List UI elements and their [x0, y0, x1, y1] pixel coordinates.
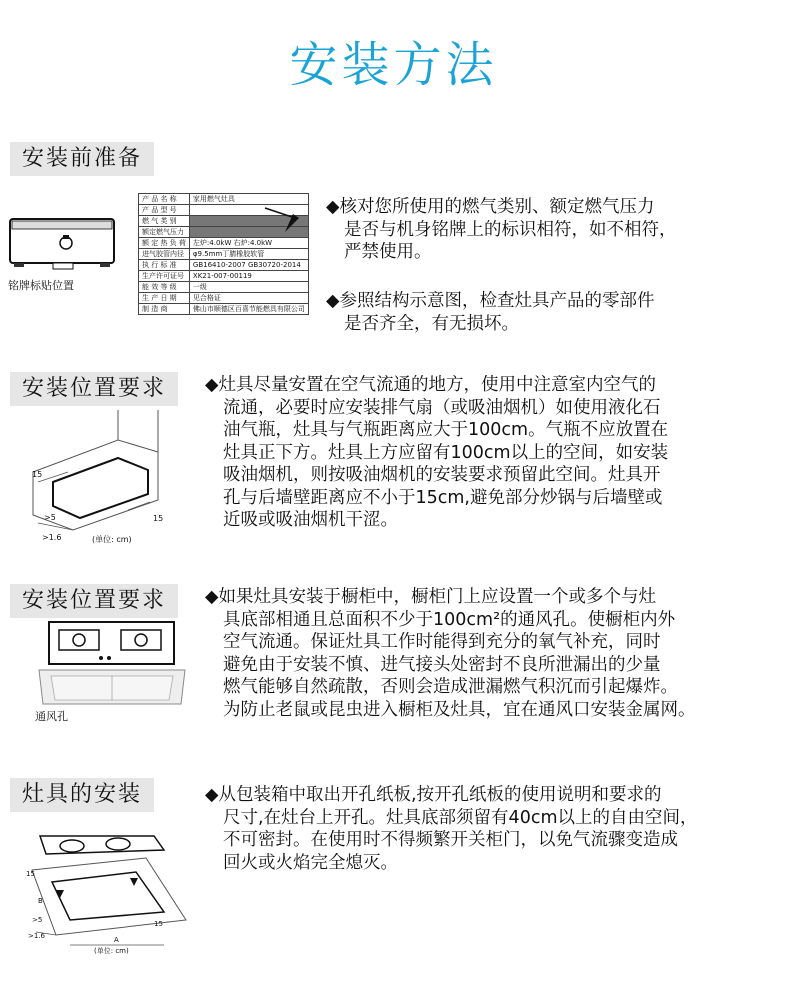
- spec-label: 执 行 标 准: [139, 260, 190, 271]
- text-line: 避免由于安装不慎、进气接头处密封不良所泄漏出的少量: [223, 654, 661, 675]
- spec-value: 见合格证: [189, 293, 308, 304]
- spec-label: 燃 气 类 别: [139, 216, 190, 227]
- text-line: 为防止老鼠或昆虫进入橱柜及灶具，宜在通风口安装金属网。: [223, 699, 696, 720]
- text-line: 尺寸,在灶台上开孔。灶具底部须留有40cm以上的自由空间，: [223, 807, 698, 828]
- location-text: [205, 374, 668, 532]
- preparation-text-2: [326, 290, 654, 335]
- spec-label: 产 品 名 称: [139, 194, 190, 205]
- preparation-text-1: [326, 196, 677, 264]
- spec-value: φ9.5mm丁腈橡胶软管: [189, 249, 308, 260]
- stove-front-figure: [8, 215, 118, 295]
- cutout-diagram: [26, 820, 196, 960]
- spec-row: [139, 249, 309, 260]
- spec-label: 制 造 商: [139, 304, 190, 315]
- dim-label: 15: [32, 470, 43, 479]
- text-line: ◆参照结构示意图，检查灶具产品的零部件: [326, 291, 655, 311]
- dim-label: 15: [153, 514, 164, 523]
- spec-row: [139, 304, 309, 315]
- dim-label: >1.6: [42, 533, 62, 542]
- cabinet-diagram: [35, 620, 195, 725]
- unit-label: (单位: cm): [92, 535, 132, 544]
- cabinet-text: [205, 586, 696, 721]
- spec-label: 生 产 日 期: [139, 293, 190, 304]
- location-diagram: [28, 410, 198, 545]
- text-line: 回火或火焰完全熄灭。: [223, 852, 398, 873]
- text-line: 具底部相通且总面积不少于100cm²的通风孔。使橱柜内外: [223, 609, 676, 630]
- spec-label: 能 效 等 级: [139, 282, 190, 293]
- text-line: 流通，必要时应安装排气扇（或吸油烟机）如使用液化石: [223, 397, 661, 418]
- spec-label: 额定燃气压力: [139, 227, 190, 238]
- spec-row: [139, 282, 309, 293]
- section-tag-preparation: 安装前准备: [10, 142, 154, 176]
- text-line: 燃气能够自然疏散，否则会造成泄漏燃气积沉而引起爆炸。: [223, 677, 678, 697]
- dim-label: >5: [32, 916, 43, 924]
- text-line: 近吸或吸油烟机干涩。: [223, 510, 398, 530]
- nameplate-caption: 铭牌标贴位置: [8, 279, 74, 292]
- text-line: ◆从包装箱中取出开孔纸板,按开孔纸板的使用说明和要求的: [205, 785, 662, 805]
- dim-label: >1.6: [28, 932, 45, 940]
- spec-value: 佛山市顺德区百喜节能燃具有限公司: [189, 304, 308, 315]
- text-line: 灶具正下方。灶具上方应留有100cm以上的空间，如安装: [223, 442, 669, 463]
- pointer-arrow: [255, 200, 315, 250]
- dim-label: 15: [26, 870, 35, 878]
- spec-value: 家用燃气灶具: [189, 194, 308, 205]
- section-tag-installation: 灶具的安装: [10, 778, 154, 812]
- text-line: 不可密封。在使用时不得频繁开关柜门，以免气流骤变造成: [223, 830, 678, 850]
- dim-label: 15: [154, 920, 163, 928]
- section-tag-cabinet: 安装位置要求: [10, 584, 178, 618]
- spec-label: 进气胶管内径: [139, 249, 190, 260]
- spec-label: 额 定 热 负 荷: [139, 238, 190, 249]
- spec-row: [139, 260, 309, 271]
- text-line: ◆如果灶具安装于橱柜中，橱柜门上应设置一个或多个与灶: [205, 587, 656, 607]
- spec-value: 左炉:4.0kW 右炉:4.0kW: [189, 238, 308, 249]
- spec-label: 产 品 型 号: [139, 205, 190, 216]
- spec-value: XK21-007-00119: [189, 271, 308, 282]
- text-line: 空气流通。保证灶具工作时能得到充分的氧气补充，同时: [223, 632, 661, 652]
- text-line: 孔与后墙壁距离应不小于15cm,避免部分炒锅与后墙壁或: [223, 487, 663, 508]
- spec-value: 一级: [189, 282, 308, 293]
- text-line: 是否齐全，有无损坏。: [344, 313, 519, 334]
- spec-value: GB16410-2007 GB30720-2014: [189, 260, 308, 271]
- dim-label: >5: [44, 513, 56, 522]
- dim-label: A: [114, 936, 119, 944]
- text-line: 油气瓶，灶具与气瓶距离应大于100cm。气瓶不应放置在: [223, 420, 669, 440]
- page-title: 安装方法: [289, 37, 498, 93]
- text-line: ◆灶具尽量安置在空气流通的地方，使用中注意室内空气的: [205, 375, 656, 395]
- spec-label: 生产许可证号: [139, 271, 190, 282]
- installation-text: [205, 784, 698, 874]
- unit-label: (单位: cm): [94, 947, 129, 955]
- section-tag-location: 安装位置要求: [10, 372, 178, 406]
- text-line: ◆核对您所使用的燃气类别、额定燃气压力: [326, 197, 655, 217]
- dim-label: B: [38, 897, 43, 905]
- spec-row: [139, 271, 309, 282]
- text-line: 严禁使用。: [344, 242, 432, 262]
- text-line: 是否与机身铭牌上的标识相符，如不相符，: [344, 219, 677, 240]
- vent-caption: 通风孔: [35, 710, 68, 723]
- spec-row: [139, 293, 309, 304]
- text-line: 吸油烟机，则按吸油烟机的安装要求预留此空间。灶具开: [223, 465, 661, 485]
